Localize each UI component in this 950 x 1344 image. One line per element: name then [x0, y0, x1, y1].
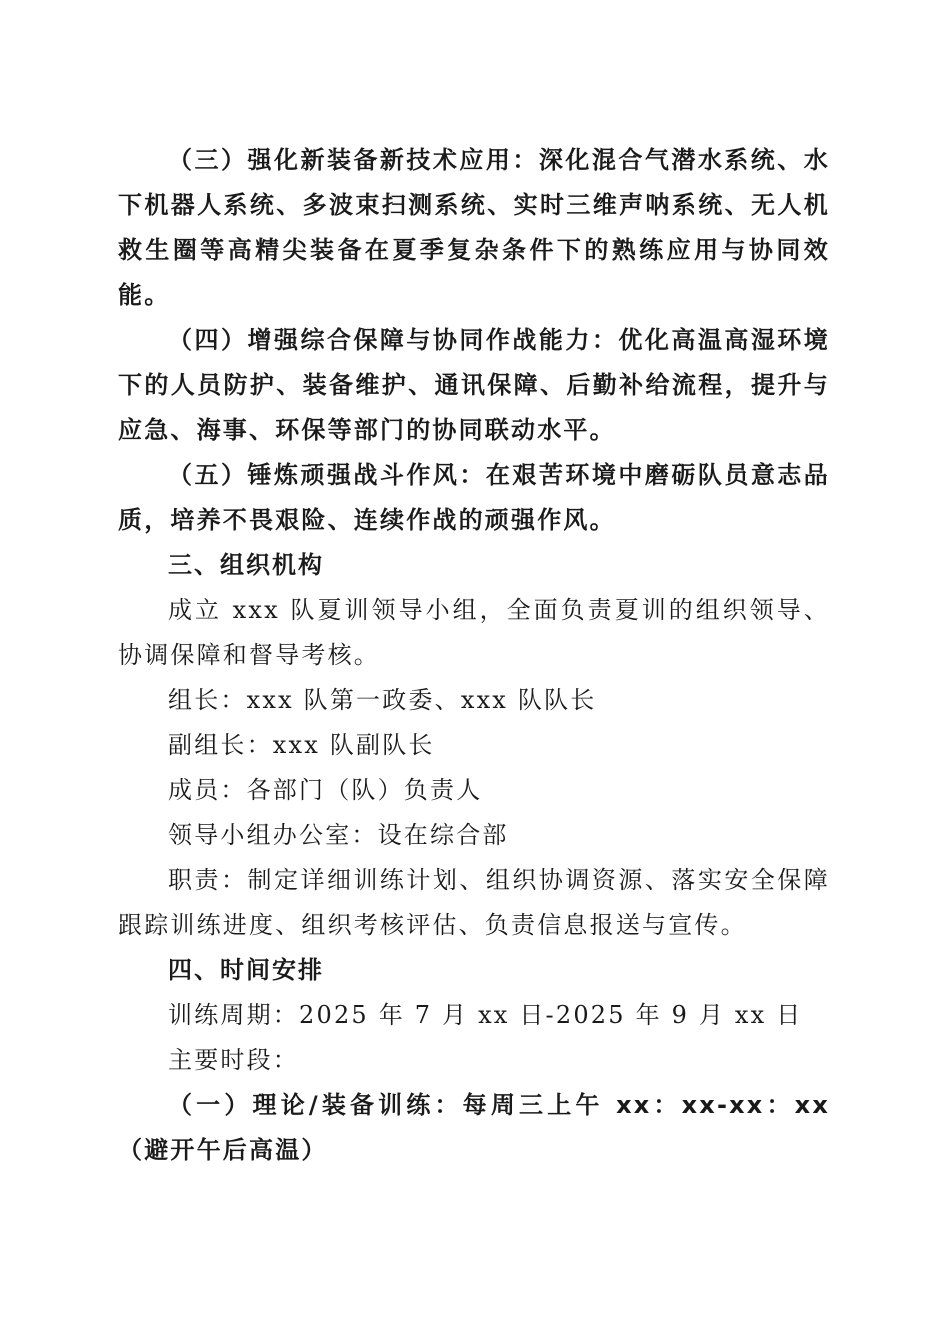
paragraph-text: 在艰苦环境中磨砺队员意志品质，培养不畏艰险、连续作战的顽强作风。	[118, 461, 830, 534]
paragraph-lead: （四）增强综合保障与协同作战能力：	[168, 326, 619, 354]
paragraph-lead: （五）锤炼顽强战斗作风：	[168, 461, 486, 489]
schedule-item-theory: （一）理论/装备训练：每周三上午 xx：xx-xx：xx（避开午后高温）	[118, 1091, 830, 1164]
paragraph-combat-style	[118, 453, 830, 543]
schedule-period: 训练周期：2025 年 7 月 xx 日-2025 年 9 月 xx 日	[168, 1001, 803, 1029]
organization-members: 成员：各部门（队）负责人	[168, 776, 483, 804]
paragraph-support-coordination	[118, 318, 830, 453]
section-heading-organization: 三、组织机构	[168, 551, 324, 579]
schedule-main-periods: 主要时段：	[168, 1046, 299, 1074]
organization-leader: 组长：xxx 队第一政委、xxx 队队长	[168, 686, 597, 714]
organization-intro: 成立 xxx 队夏训领导小组，全面负责夏训的组织领导、协调保障和督导考核。	[118, 596, 830, 669]
section-heading-schedule: 四、时间安排	[168, 956, 324, 984]
organization-office: 领导小组办公室：设在综合部	[168, 821, 509, 849]
paragraph-new-equipment	[118, 138, 830, 318]
paragraph-text: 优化高温高湿环境下的人员防护、装备维护、通讯保障、后勤补给流程，提升与应急、海事、环保等部门的协同联动水平。	[118, 326, 830, 444]
document-body	[118, 138, 830, 1173]
paragraph-text: 深化混合气潜水系统、水下机器人系统、多波束扫测系统、实时三维声呐系统、无人机救生圈等高精尖装备在夏季复杂条件下的熟练应用与协同效能。	[118, 146, 830, 309]
paragraph-lead: （三）强化新装备新技术应用：	[168, 146, 539, 174]
organization-deputy: 副组长：xxx 队副队长	[168, 731, 435, 759]
organization-duties: 职责：制定详细训练计划、组织协调资源、落实安全保障跟踪训练进度、组织考核评估、负责信息报送与宣传。	[118, 866, 830, 939]
